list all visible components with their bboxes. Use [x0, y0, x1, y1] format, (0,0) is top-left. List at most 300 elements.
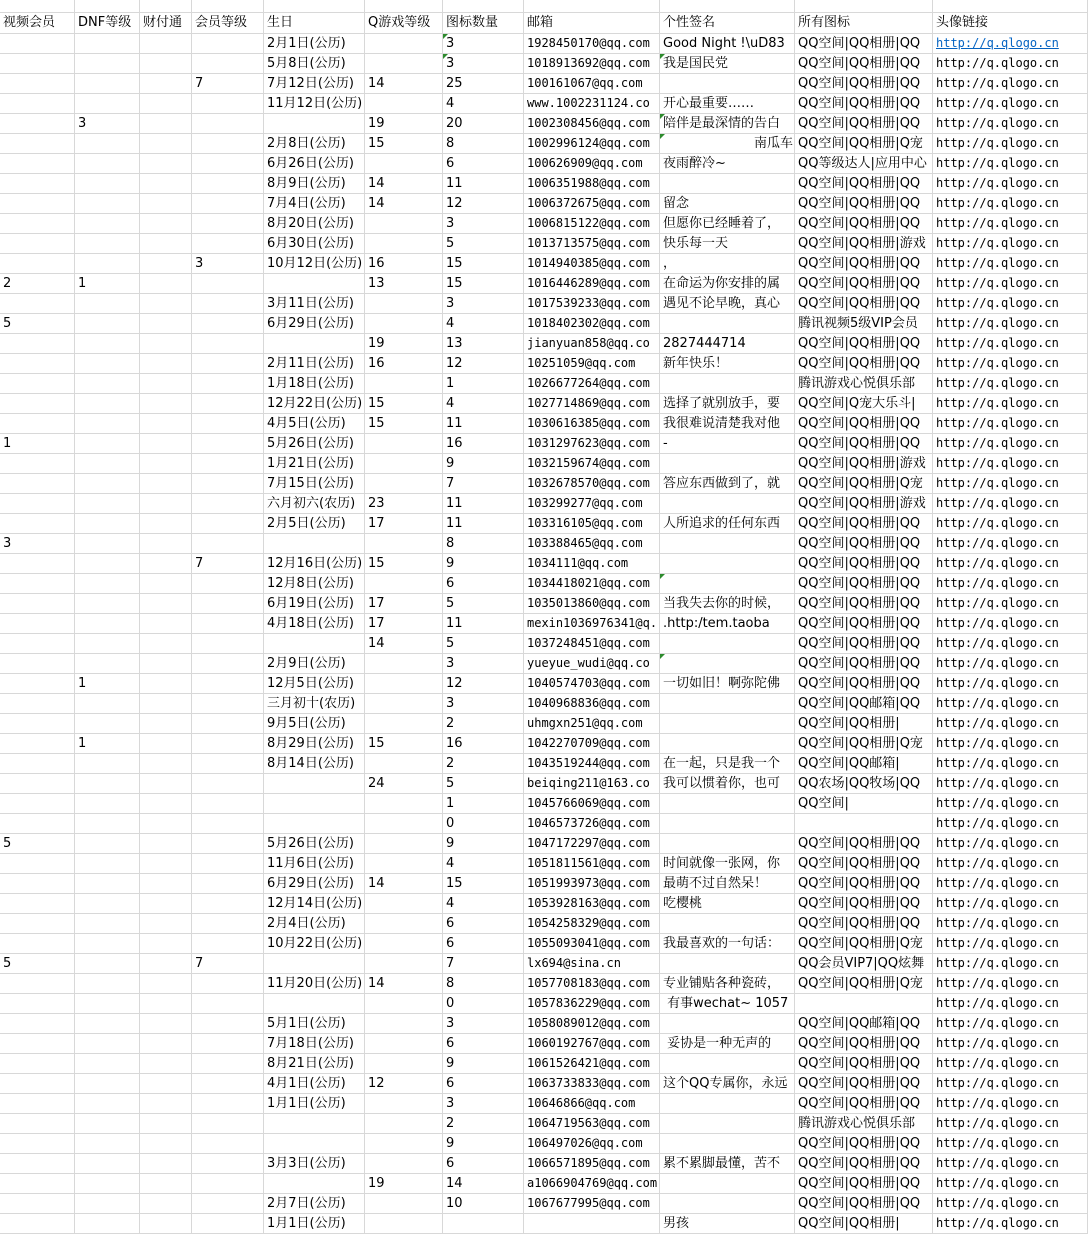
cell-icons[interactable]: QQ空间|QQ邮箱|QQ — [795, 694, 933, 714]
cell-video[interactable] — [0, 974, 75, 994]
cell-icons[interactable]: QQ会员VIP7|QQ炫舞 — [795, 954, 933, 974]
cell-email[interactable]: 1051811561@qq.com — [524, 854, 660, 874]
cell-icons_n[interactable]: 5 — [443, 594, 524, 614]
cell-qgame[interactable] — [365, 1214, 443, 1234]
cell-sig[interactable]: 遇见不论早晚，真心 — [660, 294, 795, 314]
cell-icons_n[interactable]: 9 — [443, 554, 524, 574]
cell-qgame[interactable] — [365, 54, 443, 74]
cell-vip[interactable] — [192, 774, 264, 794]
cell-bday[interactable]: 7月18日(公历) — [264, 1034, 365, 1054]
cell-bday[interactable]: 10月12日(公历) — [264, 254, 365, 274]
cell-qgame[interactable] — [365, 534, 443, 554]
cell-video[interactable] — [0, 1034, 75, 1054]
cell-qgame[interactable]: 19 — [365, 114, 443, 134]
cell-qgame[interactable] — [365, 934, 443, 954]
cell-icons[interactable]: QQ空间|QQ邮箱|QQ — [795, 1014, 933, 1034]
cell-icons[interactable]: QQ空间|QQ相册|QQ — [795, 854, 933, 874]
cell-link[interactable]: http://q.qlogo.cn — [933, 274, 1088, 294]
cell-email[interactable]: 1042270709@qq.com — [524, 734, 660, 754]
cell-dnf[interactable] — [75, 694, 140, 714]
cell-email[interactable]: 1034418021@qq.com — [524, 574, 660, 594]
cell-icons_n[interactable]: 10 — [443, 1194, 524, 1214]
cell-sig[interactable] — [660, 554, 795, 574]
cell-vip[interactable] — [192, 234, 264, 254]
cell-video[interactable] — [0, 1214, 75, 1234]
cell-dnf[interactable] — [75, 914, 140, 934]
cell-qgame[interactable] — [365, 1134, 443, 1154]
column-header-icons[interactable]: 所有图标 — [795, 13, 933, 34]
cell-vip[interactable] — [192, 1114, 264, 1134]
cell-email[interactable]: 1054258329@qq.com — [524, 914, 660, 934]
cell-video[interactable] — [0, 354, 75, 374]
cell-qgame[interactable] — [365, 674, 443, 694]
cell-icons_n[interactable]: 4 — [443, 394, 524, 414]
cell-icons[interactable]: QQ空间|QQ相册| — [795, 714, 933, 734]
cell-bday[interactable]: 2月7日(公历) — [264, 1194, 365, 1214]
cell-qgame[interactable]: 19 — [365, 1174, 443, 1194]
cell-email[interactable]: 103316105@qq.com — [524, 514, 660, 534]
cell-email[interactable]: 1017539233@qq.com — [524, 294, 660, 314]
cell-qgame[interactable]: 19 — [365, 334, 443, 354]
cell-qgame[interactable]: 15 — [365, 414, 443, 434]
cell-dnf[interactable] — [75, 154, 140, 174]
cell-qgame[interactable] — [365, 1014, 443, 1034]
cell-bday[interactable] — [264, 274, 365, 294]
cell-sig[interactable] — [660, 814, 795, 834]
cell-qgame[interactable] — [365, 314, 443, 334]
cell-sig[interactable]: 男孩 — [660, 1214, 795, 1234]
cell-pay[interactable] — [140, 694, 192, 714]
cell-email[interactable]: 1053928163@qq.com — [524, 894, 660, 914]
cell-sig[interactable]: 时间就像一张网，你 — [660, 854, 795, 874]
cell-dnf[interactable] — [75, 1094, 140, 1114]
cell-vip[interactable] — [192, 1094, 264, 1114]
cell-icons[interactable]: QQ空间|QQ相册|QQ — [795, 634, 933, 654]
cell-qgame[interactable]: 15 — [365, 734, 443, 754]
cell-bday[interactable] — [264, 114, 365, 134]
cell-vip[interactable] — [192, 34, 264, 54]
cell-bday[interactable]: 5月26日(公历) — [264, 834, 365, 854]
cell-qgame[interactable] — [365, 1114, 443, 1134]
cell-link[interactable]: http://q.qlogo.cn — [933, 1174, 1088, 1194]
cell-sig[interactable] — [660, 314, 795, 334]
cell-qgame[interactable] — [365, 94, 443, 114]
cell-pay[interactable] — [140, 914, 192, 934]
cell-bday[interactable] — [264, 774, 365, 794]
cell-icons[interactable]: QQ空间|QQ相册|QQ — [795, 914, 933, 934]
cell-vip[interactable] — [192, 814, 264, 834]
cell-vip[interactable] — [192, 134, 264, 154]
cell-link[interactable]: http://q.qlogo.cn — [933, 1154, 1088, 1174]
cell-dnf[interactable] — [75, 474, 140, 494]
cell-email[interactable]: 1018402302@qq.com — [524, 314, 660, 334]
cell-icons_n[interactable]: 4 — [443, 854, 524, 874]
cell-email[interactable]: 10251059@qq.com — [524, 354, 660, 374]
cell-icons[interactable]: QQ空间|QQ相册|QQ — [795, 1074, 933, 1094]
cell-pay[interactable] — [140, 614, 192, 634]
column-header-sig[interactable]: 个性签名 — [660, 13, 795, 34]
cell-video[interactable] — [0, 634, 75, 654]
cell-icons[interactable]: QQ空间|QQ相册|QQ — [795, 174, 933, 194]
cell-sig[interactable] — [660, 574, 795, 594]
cell-sig[interactable]: 一切如旧！啊弥陀佛 — [660, 674, 795, 694]
cell-icons_n[interactable]: 9 — [443, 1134, 524, 1154]
cell-pay[interactable] — [140, 314, 192, 334]
cell-bday[interactable]: 12月8日(公历) — [264, 574, 365, 594]
cell-dnf[interactable] — [75, 1014, 140, 1034]
cell-sig[interactable] — [660, 834, 795, 854]
cell-vip[interactable] — [192, 1154, 264, 1174]
cell-sig[interactable] — [660, 494, 795, 514]
cell-qgame[interactable]: 12 — [365, 1074, 443, 1094]
cell-link[interactable]: http://q.qlogo.cn — [933, 714, 1088, 734]
cell-sig[interactable]: 选择了就别放手，要 — [660, 394, 795, 414]
cell-icons_n[interactable]: 13 — [443, 334, 524, 354]
cell-qgame[interactable] — [365, 434, 443, 454]
empty-cell[interactable] — [933, 0, 1088, 13]
cell-icons_n[interactable]: 5 — [443, 634, 524, 654]
cell-dnf[interactable] — [75, 1214, 140, 1234]
cell-link[interactable]: http://q.qlogo.cn — [933, 134, 1088, 154]
cell-bday[interactable] — [264, 814, 365, 834]
cell-icons_n[interactable]: 4 — [443, 94, 524, 114]
cell-email[interactable]: 1018913692@qq.com — [524, 54, 660, 74]
cell-bday[interactable]: 11月6日(公历) — [264, 854, 365, 874]
cell-vip[interactable] — [192, 714, 264, 734]
empty-cell[interactable] — [365, 0, 443, 13]
cell-dnf[interactable]: 3 — [75, 114, 140, 134]
cell-pay[interactable] — [140, 94, 192, 114]
cell-icons_n[interactable]: 5 — [443, 234, 524, 254]
cell-icons_n[interactable]: 11 — [443, 614, 524, 634]
cell-icons[interactable]: QQ空间|QQ相册|Q宠 — [795, 474, 933, 494]
cell-qgame[interactable] — [365, 854, 443, 874]
cell-video[interactable] — [0, 934, 75, 954]
cell-qgame[interactable] — [365, 994, 443, 1014]
cell-qgame[interactable] — [365, 154, 443, 174]
cell-link[interactable]: http://q.qlogo.cn — [933, 634, 1088, 654]
cell-pay[interactable] — [140, 574, 192, 594]
cell-dnf[interactable] — [75, 974, 140, 994]
cell-email[interactable]: 1058089012@qq.com — [524, 1014, 660, 1034]
cell-qgame[interactable] — [365, 654, 443, 674]
cell-vip[interactable] — [192, 174, 264, 194]
cell-link[interactable]: http://q.qlogo.cn — [933, 294, 1088, 314]
cell-pay[interactable] — [140, 294, 192, 314]
cell-icons[interactable]: QQ空间|QQ相册|QQ — [795, 574, 933, 594]
column-header-qgame[interactable]: Q游戏等级 — [365, 13, 443, 34]
cell-icons[interactable]: QQ空间|QQ相册|QQ — [795, 1094, 933, 1114]
cell-link[interactable]: http://q.qlogo.cn — [933, 1194, 1088, 1214]
cell-icons_n[interactable]: 6 — [443, 574, 524, 594]
cell-link[interactable]: http://q.qlogo.cn — [933, 374, 1088, 394]
cell-icons_n[interactable]: 0 — [443, 994, 524, 1014]
cell-email[interactable]: 1067677995@qq.com — [524, 1194, 660, 1214]
cell-icons_n[interactable]: 3 — [443, 654, 524, 674]
cell-icons_n[interactable]: 8 — [443, 974, 524, 994]
cell-email[interactable]: 10646866@qq.com — [524, 1094, 660, 1114]
cell-icons_n[interactable]: 6 — [443, 1074, 524, 1094]
cell-bday[interactable]: 六月初六(农历) — [264, 494, 365, 514]
cell-sig[interactable]: 在一起，只是我一个 — [660, 754, 795, 774]
cell-qgame[interactable] — [365, 794, 443, 814]
cell-bday[interactable]: 8月14日(公历) — [264, 754, 365, 774]
cell-bday[interactable]: 11月20日(公历) — [264, 974, 365, 994]
cell-dnf[interactable] — [75, 354, 140, 374]
cell-video[interactable] — [0, 1154, 75, 1174]
cell-email[interactable]: 1027714869@qq.com — [524, 394, 660, 414]
cell-icons_n[interactable]: 5 — [443, 774, 524, 794]
cell-email[interactable]: 1034111@qq.com — [524, 554, 660, 574]
cell-video[interactable] — [0, 494, 75, 514]
cell-dnf[interactable] — [75, 74, 140, 94]
cell-vip[interactable] — [192, 934, 264, 954]
cell-icons_n[interactable]: 15 — [443, 254, 524, 274]
cell-email[interactable]: 1032678570@qq.com — [524, 474, 660, 494]
cell-vip[interactable] — [192, 734, 264, 754]
cell-video[interactable] — [0, 414, 75, 434]
cell-icons_n[interactable]: 12 — [443, 354, 524, 374]
cell-qgame[interactable]: 16 — [365, 254, 443, 274]
cell-qgame[interactable] — [365, 894, 443, 914]
cell-sig[interactable]: Good Night !\uD83 — [660, 34, 795, 54]
cell-video[interactable] — [0, 294, 75, 314]
cell-qgame[interactable] — [365, 954, 443, 974]
column-header-email[interactable]: 邮箱 — [524, 13, 660, 34]
cell-video[interactable] — [0, 1074, 75, 1094]
cell-icons[interactable]: QQ空间|QQ相册|Q宠 — [795, 934, 933, 954]
cell-qgame[interactable] — [365, 1094, 443, 1114]
cell-pay[interactable] — [140, 1074, 192, 1094]
cell-email[interactable]: 1006372675@qq.com — [524, 194, 660, 214]
cell-dnf[interactable] — [75, 754, 140, 774]
cell-icons_n[interactable]: 6 — [443, 1154, 524, 1174]
cell-vip[interactable] — [192, 754, 264, 774]
cell-vip[interactable] — [192, 654, 264, 674]
cell-vip[interactable]: 3 — [192, 254, 264, 274]
cell-email[interactable] — [524, 1214, 660, 1234]
column-header-vip[interactable]: 会员等级 — [192, 13, 264, 34]
cell-dnf[interactable] — [75, 394, 140, 414]
cell-bday[interactable] — [264, 334, 365, 354]
cell-link[interactable]: http://q.qlogo.cn — [933, 254, 1088, 274]
cell-video[interactable] — [0, 1054, 75, 1074]
cell-link[interactable]: http://q.qlogo.cn — [933, 894, 1088, 914]
cell-pay[interactable] — [140, 1054, 192, 1074]
cell-bday[interactable]: 7月12日(公历) — [264, 74, 365, 94]
cell-pay[interactable] — [140, 554, 192, 574]
cell-pay[interactable] — [140, 474, 192, 494]
cell-pay[interactable] — [140, 1034, 192, 1054]
cell-email[interactable]: 1060192767@qq.com — [524, 1034, 660, 1054]
cell-pay[interactable] — [140, 534, 192, 554]
cell-vip[interactable]: 7 — [192, 554, 264, 574]
cell-sig[interactable] — [660, 794, 795, 814]
cell-qgame[interactable]: 24 — [365, 774, 443, 794]
cell-bday[interactable]: 6月19日(公历) — [264, 594, 365, 614]
cell-bday[interactable]: 2月11日(公历) — [264, 354, 365, 374]
cell-pay[interactable] — [140, 194, 192, 214]
cell-icons_n[interactable]: 6 — [443, 914, 524, 934]
cell-video[interactable] — [0, 874, 75, 894]
cell-qgame[interactable] — [365, 1154, 443, 1174]
cell-icons_n[interactable]: 2 — [443, 1114, 524, 1134]
cell-dnf[interactable] — [75, 894, 140, 914]
cell-vip[interactable] — [192, 694, 264, 714]
cell-dnf[interactable] — [75, 774, 140, 794]
cell-link[interactable]: http://q.qlogo.cn — [933, 934, 1088, 954]
cell-icons_n[interactable]: 1 — [443, 374, 524, 394]
cell-sig[interactable] — [660, 954, 795, 974]
cell-icons[interactable]: QQ空间|QQ相册|QQ — [795, 114, 933, 134]
column-header-link[interactable]: 头像链接 — [933, 13, 1088, 34]
cell-pay[interactable] — [140, 1014, 192, 1034]
cell-icons[interactable]: QQ空间|QQ相册|QQ — [795, 1034, 933, 1054]
cell-icons[interactable]: QQ空间|QQ相册|QQ — [795, 514, 933, 534]
cell-icons[interactable]: QQ空间|QQ相册|QQ — [795, 654, 933, 674]
cell-dnf[interactable] — [75, 254, 140, 274]
cell-pay[interactable] — [140, 1134, 192, 1154]
cell-icons_n[interactable]: 9 — [443, 454, 524, 474]
cell-pay[interactable] — [140, 34, 192, 54]
cell-icons[interactable]: QQ空间|QQ相册|QQ — [795, 1154, 933, 1174]
cell-dnf[interactable] — [75, 334, 140, 354]
cell-pay[interactable] — [140, 54, 192, 74]
cell-link[interactable]: http://q.qlogo.cn — [933, 434, 1088, 454]
cell-link[interactable]: http://q.qlogo.cn — [933, 1134, 1088, 1154]
cell-video[interactable] — [0, 54, 75, 74]
cell-dnf[interactable] — [75, 854, 140, 874]
cell-sig[interactable] — [660, 914, 795, 934]
cell-qgame[interactable] — [365, 714, 443, 734]
cell-icons[interactable]: QQ空间|Q宠大乐斗| — [795, 394, 933, 414]
cell-bday[interactable]: 6月26日(公历) — [264, 154, 365, 174]
cell-icons[interactable]: QQ空间|QQ相册|QQ — [795, 274, 933, 294]
cell-link[interactable]: http://q.qlogo.cn — [933, 954, 1088, 974]
cell-sig[interactable] — [660, 1194, 795, 1214]
cell-email[interactable]: mexin1036976341@q. — [524, 614, 660, 634]
cell-video[interactable]: 2 — [0, 274, 75, 294]
cell-video[interactable]: 5 — [0, 314, 75, 334]
cell-vip[interactable] — [192, 874, 264, 894]
cell-qgame[interactable]: 17 — [365, 614, 443, 634]
cell-sig[interactable] — [660, 1174, 795, 1194]
cell-pay[interactable] — [140, 494, 192, 514]
cell-dnf[interactable] — [75, 514, 140, 534]
cell-dnf[interactable] — [75, 614, 140, 634]
cell-video[interactable] — [0, 674, 75, 694]
cell-pay[interactable] — [140, 1094, 192, 1114]
cell-link[interactable]: http://q.qlogo.cn — [933, 1074, 1088, 1094]
cell-bday[interactable]: 2月5日(公历) — [264, 514, 365, 534]
cell-qgame[interactable]: 14 — [365, 874, 443, 894]
cell-link[interactable]: http://q.qlogo.cn — [933, 674, 1088, 694]
cell-video[interactable] — [0, 794, 75, 814]
cell-qgame[interactable] — [365, 694, 443, 714]
cell-pay[interactable] — [140, 214, 192, 234]
cell-video[interactable] — [0, 94, 75, 114]
cell-icons[interactable]: QQ空间|QQ相册|QQ — [795, 354, 933, 374]
cell-bday[interactable]: 12月22日(公历) — [264, 394, 365, 414]
cell-icons_n[interactable]: 20 — [443, 114, 524, 134]
avatar-link[interactable]: http://q.qlogo.cn — [936, 36, 1059, 50]
cell-sig[interactable] — [660, 1134, 795, 1154]
cell-vip[interactable]: 7 — [192, 954, 264, 974]
cell-icons[interactable]: QQ空间|QQ相册|QQ — [795, 434, 933, 454]
cell-pay[interactable] — [140, 114, 192, 134]
cell-video[interactable] — [0, 774, 75, 794]
empty-cell[interactable] — [443, 0, 524, 13]
cell-dnf[interactable] — [75, 34, 140, 54]
cell-sig[interactable]: 我最喜欢的一句话： — [660, 934, 795, 954]
cell-icons[interactable]: QQ空间|QQ相册|Q宠 — [795, 134, 933, 154]
cell-vip[interactable] — [192, 494, 264, 514]
cell-icons_n[interactable]: 9 — [443, 1054, 524, 1074]
cell-icons_n[interactable] — [443, 1214, 524, 1234]
column-header-icons_n[interactable]: 图标数量 — [443, 13, 524, 34]
cell-email[interactable]: 1061526421@qq.com — [524, 1054, 660, 1074]
cell-icons[interactable]: QQ等级达人|应用中心 — [795, 154, 933, 174]
cell-pay[interactable] — [140, 1114, 192, 1134]
cell-qgame[interactable] — [365, 914, 443, 934]
cell-icons_n[interactable]: 3 — [443, 54, 524, 74]
cell-bday[interactable]: 1月1日(公历) — [264, 1214, 365, 1234]
cell-qgame[interactable] — [365, 574, 443, 594]
cell-dnf[interactable] — [75, 934, 140, 954]
cell-sig[interactable]: 但愿你已经睡着了， — [660, 214, 795, 234]
cell-dnf[interactable] — [75, 134, 140, 154]
cell-vip[interactable] — [192, 454, 264, 474]
cell-sig[interactable] — [660, 654, 795, 674]
cell-bday[interactable]: 3月11日(公历) — [264, 294, 365, 314]
cell-pay[interactable] — [140, 934, 192, 954]
cell-sig[interactable]: ， — [660, 254, 795, 274]
cell-email[interactable]: www.1002231124.co — [524, 94, 660, 114]
cell-link[interactable]: http://q.qlogo.cn — [933, 834, 1088, 854]
cell-link[interactable]: http://q.qlogo.cn — [933, 734, 1088, 754]
cell-vip[interactable] — [192, 1134, 264, 1154]
cell-qgame[interactable] — [365, 374, 443, 394]
cell-email[interactable]: 1037248451@qq.com — [524, 634, 660, 654]
cell-vip[interactable] — [192, 894, 264, 914]
cell-email[interactable]: 1055093041@qq.com — [524, 934, 660, 954]
cell-video[interactable] — [0, 994, 75, 1014]
cell-bday[interactable] — [264, 534, 365, 554]
empty-cell[interactable] — [192, 0, 264, 13]
cell-bday[interactable]: 9月5日(公历) — [264, 714, 365, 734]
cell-bday[interactable]: 4月5日(公历) — [264, 414, 365, 434]
cell-link[interactable]: http://q.qlogo.cn — [933, 654, 1088, 674]
cell-bday[interactable] — [264, 794, 365, 814]
cell-pay[interactable] — [140, 994, 192, 1014]
cell-email[interactable]: jianyuan858@qq.co — [524, 334, 660, 354]
cell-sig[interactable] — [660, 634, 795, 654]
cell-vip[interactable] — [192, 854, 264, 874]
cell-qgame[interactable] — [365, 474, 443, 494]
cell-sig[interactable]: 累不累脚最懂，苦不 — [660, 1154, 795, 1174]
cell-icons_n[interactable]: 0 — [443, 814, 524, 834]
cell-dnf[interactable] — [75, 994, 140, 1014]
cell-sig[interactable]: 吃樱桃 — [660, 894, 795, 914]
cell-link[interactable]: http://q.qlogo.cn — [933, 754, 1088, 774]
cell-email[interactable]: 1040968836@qq.com — [524, 694, 660, 714]
cell-link[interactable]: http://q.qlogo.cn — [933, 694, 1088, 714]
cell-video[interactable] — [0, 554, 75, 574]
cell-icons_n[interactable]: 12 — [443, 194, 524, 214]
cell-sig[interactable]: 有事wechat~ 1057 — [660, 994, 795, 1014]
cell-pay[interactable] — [140, 774, 192, 794]
cell-icons[interactable]: QQ空间|QQ相册|QQ — [795, 1054, 933, 1074]
